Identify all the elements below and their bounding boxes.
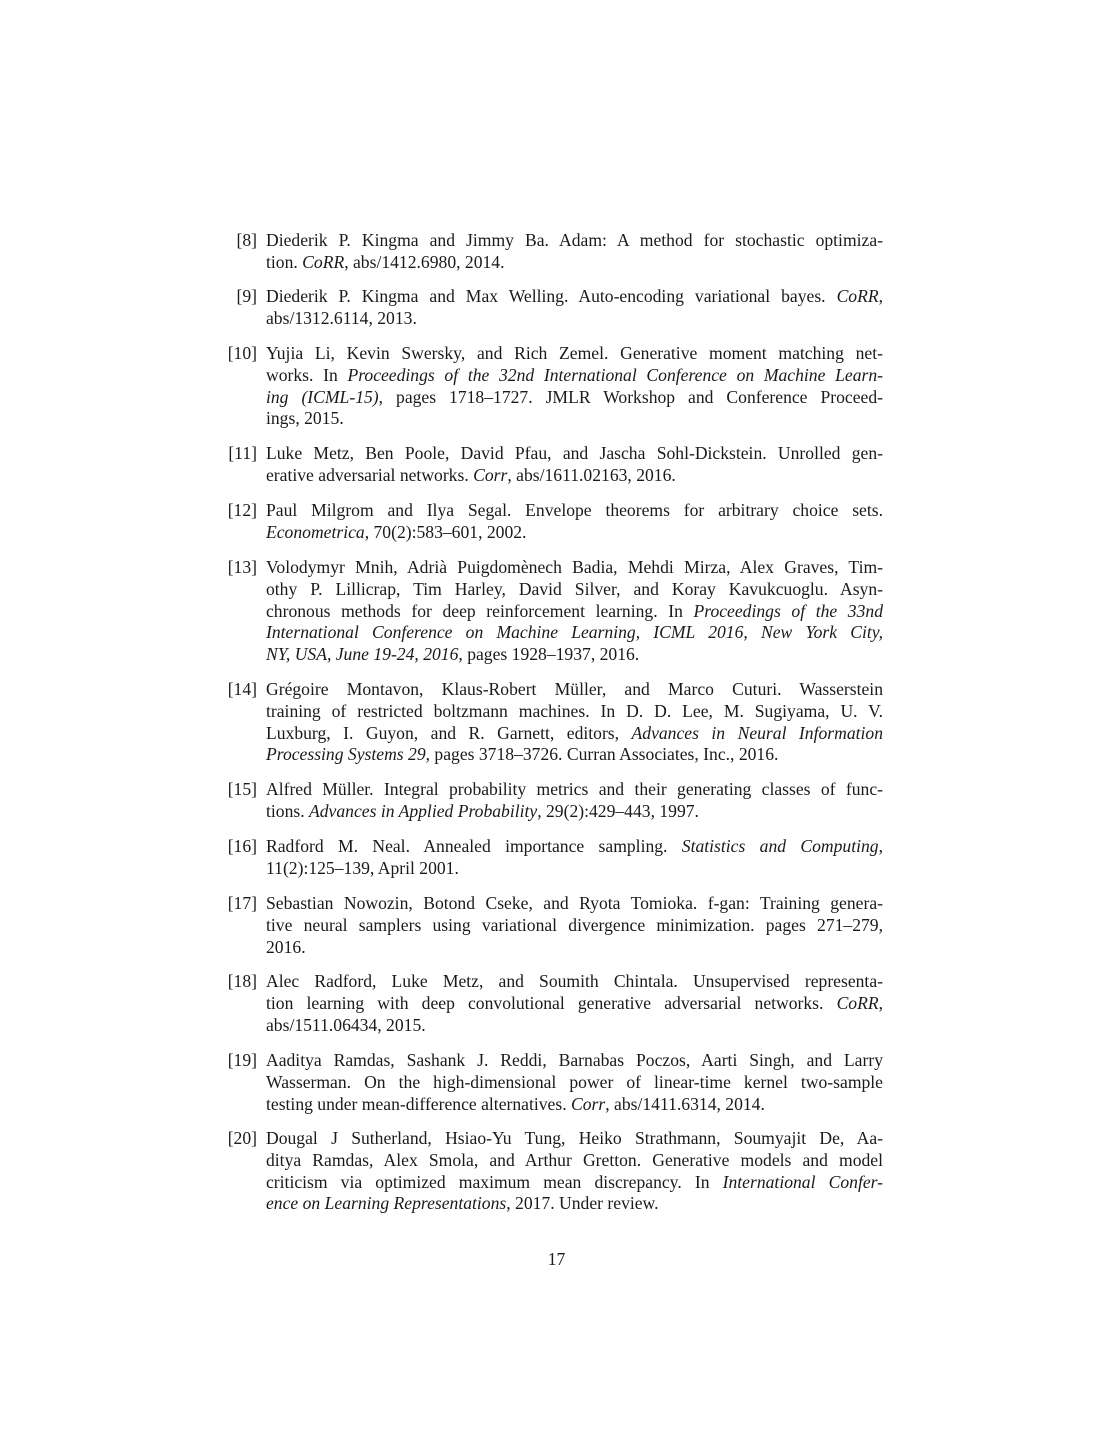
text-segment: Luxburg, I. Guyon, and R. Garnett, editors, [266, 722, 632, 743]
reference-line [266, 993, 883, 1015]
text-segment: , [878, 992, 883, 1013]
reference-text [266, 893, 883, 958]
reference-number: [16] [227, 836, 257, 856]
reference-line [266, 801, 883, 823]
reference-line [266, 343, 883, 365]
reference-text [266, 836, 883, 880]
reference-text [266, 679, 883, 766]
text-segment: , [878, 286, 883, 306]
italic-segment: Processing Systems 29 [266, 744, 426, 765]
text-segment: Paul Milgrom and Ilya Segal. Envelope theorems for arbitrary choice sets. [266, 500, 883, 520]
italic-segment: International Conference on Machine Learning, ICML 2016, New York City, [266, 622, 883, 643]
text-segment: , 2017. Under review. [506, 1193, 659, 1214]
text-segment: Diederik P. Kingma and Jimmy Ba. Adam: A method for stochastic optimiza- [266, 230, 883, 250]
text-segment: Aaditya Ramdas, Sashank J. Reddi, Barnabas Poczos, Aarti Singh, and Larry [266, 1050, 883, 1070]
text-segment: Luke Metz, Ben Poole, David Pfau, and Jascha Sohl-Dickstein. Unrolled gen- [266, 443, 883, 463]
text-segment: Alec Radford, Luke Metz, and Soumith Chintala. Unsupervised representa- [266, 971, 883, 991]
text-segment: , abs/1611.02163, 2016. [507, 464, 676, 485]
reference-line [266, 1193, 883, 1215]
reference-line [266, 1015, 883, 1037]
reference-number: [19] [227, 1050, 257, 1070]
reference-number: [15] [227, 779, 257, 799]
italic-segment: ing (ICML-15) [266, 386, 379, 407]
italic-segment: CoRR [836, 286, 879, 306]
text-segment: testing under mean-difference alternatives. [266, 1093, 571, 1114]
reference-line [266, 522, 883, 544]
page-number: 17 [547, 1249, 566, 1269]
text-segment: Dougal J Sutherland, Hsiao-Yu Tung, Heiko Strathmann, Soumyajit De, Aa- [266, 1128, 883, 1148]
reference-line [266, 387, 883, 409]
italic-segment: CoRR [302, 251, 345, 272]
text-segment: , 70(2):583–601, 2002. [364, 521, 527, 542]
reference-text [266, 343, 883, 430]
text-segment: ings, 2015. [266, 408, 344, 429]
reference-text [266, 1128, 883, 1215]
reference-line [266, 601, 883, 623]
italic-segment: Proceedings of the 33nd [693, 600, 883, 621]
reference-number: [12] [227, 500, 257, 520]
text-segment: 11(2):125–139, April 2001. [266, 857, 459, 878]
text-segment: , pages 3718–3726. Curran Associates, Inc., 2016. [425, 744, 779, 765]
reference-text [266, 443, 883, 487]
reference-text [266, 286, 883, 330]
reference-line [266, 365, 883, 387]
reference-line [266, 443, 883, 465]
text-segment: tion. [266, 251, 303, 272]
italic-segment: Statistics and Computing [681, 836, 879, 856]
reference-line [266, 744, 883, 766]
reference-line [266, 557, 883, 579]
reference-number: [20] [227, 1128, 257, 1148]
text-segment: tions. [266, 800, 310, 821]
reference-text [266, 779, 883, 823]
reference-line [266, 644, 883, 666]
text-segment: training of restricted boltzmann machines. In D. D. Lee, M. Sugiyama, U. V. [266, 700, 883, 721]
reference-text [266, 971, 883, 1036]
reference-line [266, 465, 883, 487]
reference-text [266, 500, 883, 544]
italic-segment: Advances in Applied Probability [309, 800, 538, 821]
reference-line [266, 893, 883, 915]
italic-segment: International Confer- [722, 1171, 883, 1192]
reference-line [266, 1094, 883, 1116]
reference-number: [11] [228, 443, 257, 463]
reference-line [266, 701, 883, 723]
reference-line [266, 408, 883, 430]
text-segment: , 29(2):429–443, 1997. [537, 800, 699, 821]
text-segment: chronous methods for deep reinforcement learning. In [266, 600, 694, 621]
text-segment: works. In [266, 364, 348, 385]
reference-line [266, 971, 883, 993]
reference-line [266, 1150, 883, 1172]
reference-number: [10] [227, 343, 257, 363]
reference-line [266, 1128, 883, 1150]
text-segment: tive neural samplers using variational divergence minimization. pages 271–279, [266, 914, 883, 935]
italic-segment: CoRR [836, 992, 879, 1013]
text-segment: Wasserman. On the high-dimensional power of linear-time kernel two-sample [266, 1071, 883, 1092]
reference-line [266, 723, 883, 745]
italic-segment: Corr [473, 464, 508, 485]
reference-number: [18] [227, 971, 257, 991]
text-segment: othy P. Lillicrap, Tim Harley, David Silver, and Koray Kavukcuoglu. Asyn- [266, 578, 883, 599]
text-segment: , [878, 836, 883, 856]
text-segment: ditya Ramdas, Alex Smola, and Arthur Gretton. Generative models and model [266, 1149, 883, 1170]
text-segment: Yujia Li, Kevin Swersky, and Rich Zemel. Generative moment matching net- [266, 343, 883, 363]
reference-line [266, 937, 883, 959]
reference-number: [9] [236, 286, 257, 306]
text-segment: tion learning with deep convolutional generative adversarial networks. [266, 992, 837, 1013]
text-segment: Sebastian Nowozin, Botond Cseke, and Ryota Tomioka. f-gan: Training genera- [266, 893, 883, 913]
reference-line [266, 836, 883, 858]
text-segment: abs/1312.6114, 2013. [266, 307, 417, 328]
text-segment: Diederik P. Kingma and Max Welling. Auto-encoding variational bayes. [266, 286, 837, 306]
reference-line [266, 779, 883, 801]
reference-line [266, 915, 883, 937]
text-segment: abs/1511.06434, 2015. [266, 1014, 426, 1035]
text-segment: Grégoire Montavon, Klaus-Robert Müller, and Marco Cuturi. Wasserstein [266, 679, 883, 699]
reference-line [266, 579, 883, 601]
reference-line [266, 286, 883, 308]
reference-line [266, 858, 883, 880]
reference-number: [13] [227, 557, 257, 577]
italic-segment: Advances in Neural Information [631, 722, 883, 743]
text-segment: 2016. [266, 936, 306, 957]
text-segment: criticism via optimized maximum mean discrepancy. In [266, 1171, 723, 1192]
reference-line [266, 500, 883, 522]
reference-number: [17] [227, 893, 257, 913]
text-segment: , pages 1718–1727. JMLR Workshop and Conference Proceed- [378, 386, 883, 407]
reference-line [266, 622, 883, 644]
reference-line [266, 252, 883, 274]
reference-text [266, 230, 883, 274]
reference-line [266, 230, 883, 252]
reference-line [266, 1172, 883, 1194]
reference-text [266, 557, 883, 666]
italic-segment: NY, USA, June 19-24, 2016 [266, 644, 459, 665]
reference-number: [8] [236, 230, 257, 250]
italic-segment: Corr [571, 1093, 606, 1114]
text-segment: Volodymyr Mnih, Adrià Puigdomènech Badia, Mehdi Mirza, Alex Graves, Tim- [266, 557, 883, 577]
text-segment: Alfred Müller. Integral probability metrics and their generating classes of func- [266, 779, 883, 799]
italic-segment: Econometrica [266, 521, 365, 542]
reference-line [266, 1072, 883, 1094]
italic-segment: ence on Learning Representations [266, 1193, 507, 1214]
text-segment: Radford M. Neal. Annealed importance sampling. [266, 836, 682, 856]
text-segment: , abs/1411.6314, 2014. [605, 1093, 765, 1114]
reference-line [266, 1050, 883, 1072]
reference-number: [14] [227, 679, 257, 699]
reference-text [266, 1050, 883, 1115]
text-segment: erative adversarial networks. [266, 464, 474, 485]
text-segment: , pages 1928–1937, 2016. [458, 644, 640, 665]
reference-line [266, 308, 883, 330]
italic-segment: Proceedings of the 32nd International Conference on Machine Learn- [347, 364, 883, 385]
text-segment: , abs/1412.6980, 2014. [344, 251, 505, 272]
reference-line [266, 679, 883, 701]
